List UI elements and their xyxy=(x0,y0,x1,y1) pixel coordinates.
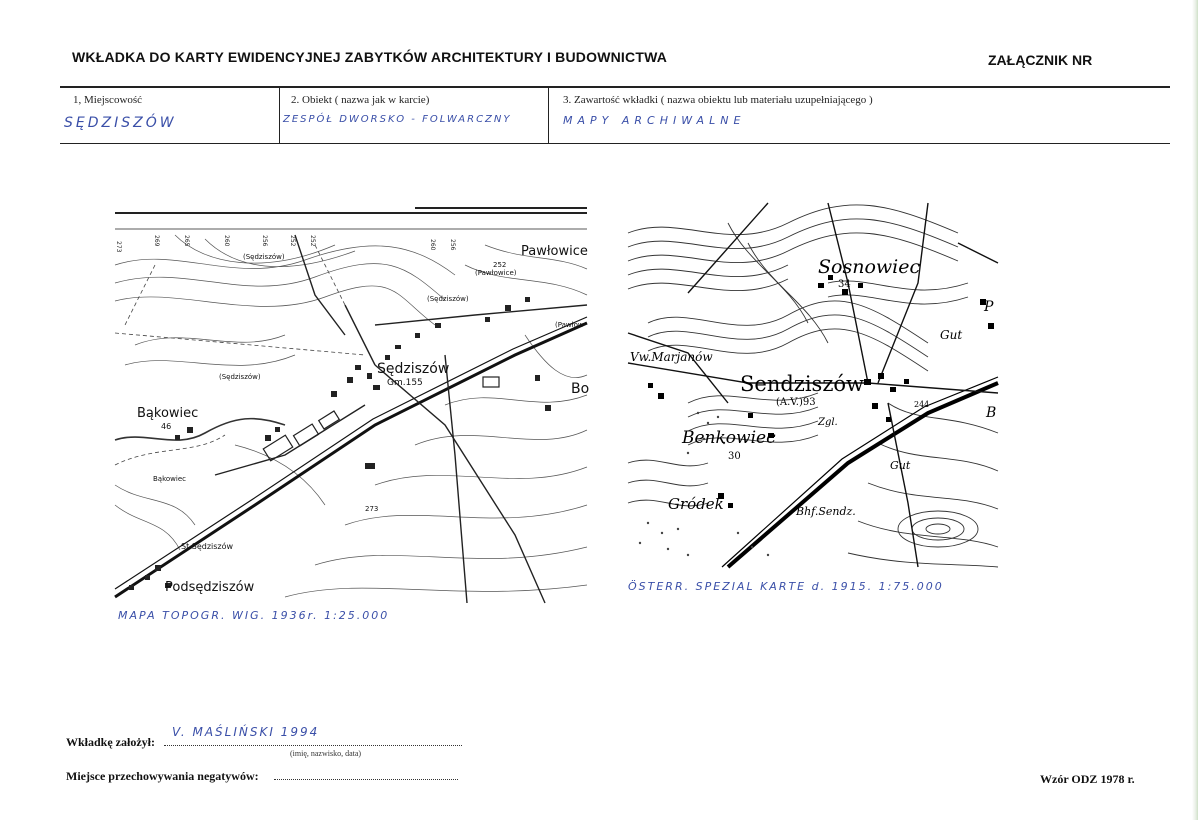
storage-label: Miejsce przechowywania negatywów: xyxy=(66,769,259,783)
caption-wig: MAPA TOPOGR. WIG. 1936r. 1:25.000 xyxy=(118,609,390,622)
author-value: V. MAŚLIŃSKI 1994 xyxy=(172,725,320,739)
label-gm155: Gm.155 xyxy=(387,378,423,388)
label-sedziszow-paren-2: (Sędziszów) xyxy=(427,295,469,303)
svg-text:260: 260 xyxy=(429,239,436,251)
form-version: Wzór ODZ 1978 r. xyxy=(1040,772,1135,786)
svg-text:256: 256 xyxy=(261,235,268,247)
label-gut-1: Gut xyxy=(940,328,963,342)
label-st-sedziszow: St Sędziszów xyxy=(181,542,234,551)
label-244: 244 xyxy=(914,400,930,409)
label-pawlow: (Pawłow xyxy=(555,321,584,329)
annex-label: ZAŁĄCZNIK NR xyxy=(988,52,1093,68)
storage-line xyxy=(274,779,458,780)
content-label: 3. Zawartość wkładki ( nazwa obiektu lub materiału uzupełniającego ) xyxy=(563,94,873,106)
label-b: B xyxy=(986,405,997,421)
label-grodek: Gródek xyxy=(668,495,724,513)
author-line xyxy=(164,745,462,746)
author-hint: (imię, nazwisko, data) xyxy=(290,749,362,758)
map-wig-1936 xyxy=(115,205,590,603)
svg-text:252: 252 xyxy=(289,235,296,247)
content-value: MAPY ARCHIWALNE xyxy=(563,114,746,127)
svg-text:265: 265 xyxy=(183,235,190,247)
label-bakowiec: Bąkowiec xyxy=(137,406,199,421)
label-sedziszow-paren-3: (Sędziszów) xyxy=(219,373,261,381)
label-pawlowice: Pawłowice xyxy=(521,244,588,259)
label-252: 252 xyxy=(493,261,507,269)
label-bo: Bo xyxy=(571,381,590,397)
object-value: ZESPÓŁ DWORSKO - FOLWARCZNY xyxy=(283,114,512,125)
label-zgl: Zgl. xyxy=(818,417,838,428)
label-sendziszow: Sendziszów xyxy=(740,372,865,396)
label-sosnowiec: Sosnowiec xyxy=(818,256,921,278)
label-sedziszow: Sędziszów xyxy=(377,361,450,377)
form-title: WKŁADKA DO KARTY EWIDENCYJNEJ ZABYTKÓW ARCHITEKTURY I BUDOWNICTWA xyxy=(72,49,668,65)
svg-text:269: 269 xyxy=(153,235,160,247)
label-p: P xyxy=(984,299,994,315)
label-pawlowice-paren: (Pawłowice) xyxy=(475,269,517,277)
svg-text:273: 273 xyxy=(115,241,122,253)
label-bakowiec-small: Bąkowiec xyxy=(153,475,187,483)
label-vw-marjanow: Vw.Marjanów xyxy=(630,350,713,364)
label-bhf-sendz: Bhf.Sendz. xyxy=(796,505,856,518)
table-bottom-rule xyxy=(60,143,1170,144)
label-podsedziszow: Podsędziszów xyxy=(165,580,255,595)
label-34: 34 xyxy=(838,279,851,290)
scan-edge xyxy=(1192,0,1198,820)
label-46: 46 xyxy=(161,422,172,431)
map-wig-1936-drawing xyxy=(115,205,590,603)
label-av93: (A.V.)93 xyxy=(776,397,816,408)
map-spezialkarte-1915 xyxy=(628,203,998,567)
caption-spezialkarte: ÖSTERR. SPEZIAL KARTE d. 1915. 1:75.000 xyxy=(628,580,944,593)
label-sedziszow-paren-1: (Sędziszów) xyxy=(243,253,285,261)
label-benkowiec: Benkowiec xyxy=(682,428,776,448)
table-top-rule xyxy=(60,86,1170,88)
locality-value: SĘDZISZÓW xyxy=(64,115,177,131)
object-label: 2. Obiekt ( nazwa jak w karcie) xyxy=(291,94,430,106)
label-30: 30 xyxy=(728,451,741,462)
label-gut-2: Gut xyxy=(890,459,911,472)
table-divider-2 xyxy=(548,87,549,144)
locality-label: 1, Miejscowość xyxy=(73,94,143,106)
label-273: 273 xyxy=(365,505,379,513)
author-label: Wkładkę założył: xyxy=(66,735,155,749)
svg-text:252: 252 xyxy=(309,235,316,247)
svg-text:256: 256 xyxy=(449,239,456,251)
table-divider-1 xyxy=(279,87,280,144)
map-spezialkarte-1915-drawing xyxy=(628,203,998,567)
svg-text:260: 260 xyxy=(223,235,230,247)
